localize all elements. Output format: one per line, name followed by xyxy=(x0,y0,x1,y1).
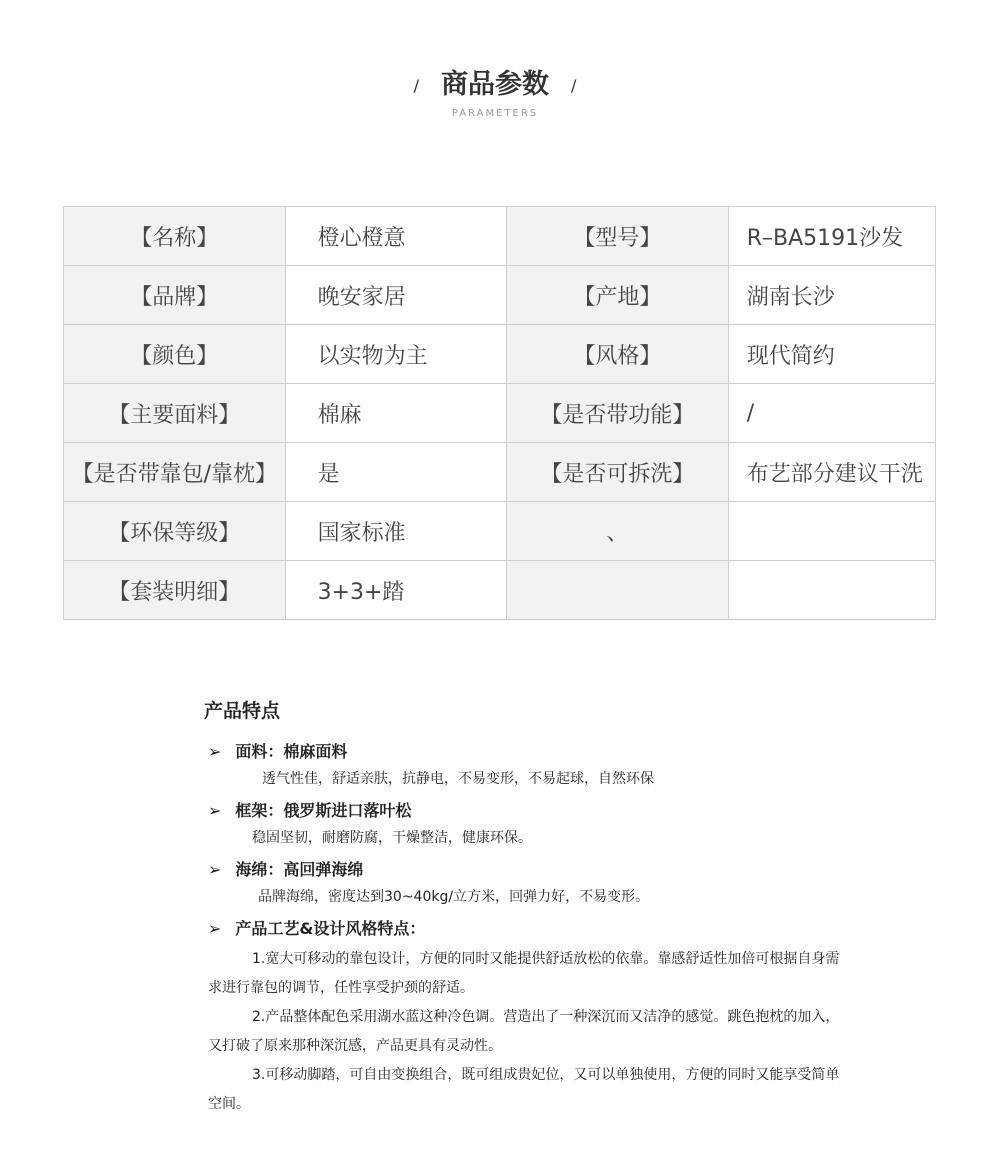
param-label: 【环保等级】 xyxy=(64,502,286,561)
param-value: 橙心橙意 xyxy=(285,207,507,266)
param-value: 国家标准 xyxy=(285,502,507,561)
feature-paragraph: 3.可移动脚踏，可自由变换组合，既可组成贵妃位，又可以单独使用，方便的同时又能享受简单空间。 xyxy=(208,1067,840,1112)
param-value: 布艺部分建议干洗 xyxy=(728,443,935,502)
feature-heading xyxy=(208,798,844,821)
param-value: 以实物为主 xyxy=(285,325,507,384)
features-section xyxy=(204,696,844,1119)
feature-paragraph: 2.产品整体配色采用湖水蓝这种冷色调。营造出了一种深沉而又洁净的感觉。跳色抱枕的加入，又打破了原来那种深沉感，产品更具有灵动性。 xyxy=(208,1009,840,1054)
feature-desc: 透气性佳，舒适亲肤，抗静电，不易变形，不易起球，自然环保 xyxy=(262,771,654,787)
feature-heading-text: 产品工艺&设计风格特点： xyxy=(235,919,426,938)
features-title: 产品特点 xyxy=(204,700,281,722)
arrow-bullet-icon: ➢ xyxy=(208,742,222,761)
feature-heading-text: 海绵：高回弹海绵 xyxy=(235,860,364,879)
param-value: 湖南长沙 xyxy=(728,266,935,325)
params-table xyxy=(63,206,936,620)
param-label: 【颜色】 xyxy=(64,325,286,384)
arrow-bullet-icon: ➢ xyxy=(208,919,222,938)
param-value: / xyxy=(728,384,935,443)
param-label: 【品牌】 xyxy=(64,266,286,325)
param-value: 3+3+踏 xyxy=(285,561,507,620)
param-value xyxy=(728,561,935,620)
param-label: 【是否带功能】 xyxy=(507,384,729,443)
feature-heading-text: 框架：俄罗斯进口落叶松 xyxy=(235,801,412,820)
table-row xyxy=(64,207,936,266)
page-title xyxy=(0,62,990,101)
param-label: 【型号】 xyxy=(507,207,729,266)
param-value xyxy=(728,502,935,561)
param-label: 【是否可拆洗】 xyxy=(507,443,729,502)
arrow-bullet-icon: ➢ xyxy=(208,801,222,820)
param-value: 晚安家居 xyxy=(285,266,507,325)
table-row xyxy=(64,502,936,561)
page-subtitle: PARAMETERS xyxy=(451,108,539,119)
param-label: 【是否带靠包/靠枕】 xyxy=(64,443,286,502)
param-value: R–BA5191沙发 xyxy=(728,207,935,266)
feature-heading-text: 面料：棉麻面料 xyxy=(235,742,348,761)
param-label: 【产地】 xyxy=(507,266,729,325)
param-label: 、 xyxy=(507,502,729,561)
slash-right: / xyxy=(571,76,577,95)
feature-heading xyxy=(208,739,844,762)
arrow-bullet-icon: ➢ xyxy=(208,860,222,879)
feature-heading xyxy=(208,857,844,880)
feature-desc: 品牌海绵，密度达到30~40kg/立方米，回弹力好，不易变形。 xyxy=(258,889,650,905)
table-row xyxy=(64,561,936,620)
param-value: 现代简约 xyxy=(728,325,935,384)
param-label: 【名称】 xyxy=(64,207,286,266)
slash-left: / xyxy=(413,76,419,95)
param-value: 棉麻 xyxy=(285,384,507,443)
param-label: 【套装明细】 xyxy=(64,561,286,620)
param-value: 是 xyxy=(285,443,507,502)
feature-desc: 稳固坚韧，耐磨防腐，干燥整洁，健康环保。 xyxy=(252,830,532,846)
title-text: 商品参数 xyxy=(441,69,549,100)
table-row xyxy=(64,266,936,325)
feature-paragraph: 1.宽大可移动的靠包设计，方便的同时又能提供舒适放松的依靠。靠感舒适性加倍可根据自身需求进行靠包的调节，任性享受护颈的舒适。 xyxy=(208,951,840,996)
param-label: 【风格】 xyxy=(507,325,729,384)
param-label: 【主要面料】 xyxy=(64,384,286,443)
feature-heading xyxy=(208,916,844,939)
table-row xyxy=(64,443,936,502)
table-row xyxy=(64,384,936,443)
table-row xyxy=(64,325,936,384)
param-label xyxy=(507,561,729,620)
